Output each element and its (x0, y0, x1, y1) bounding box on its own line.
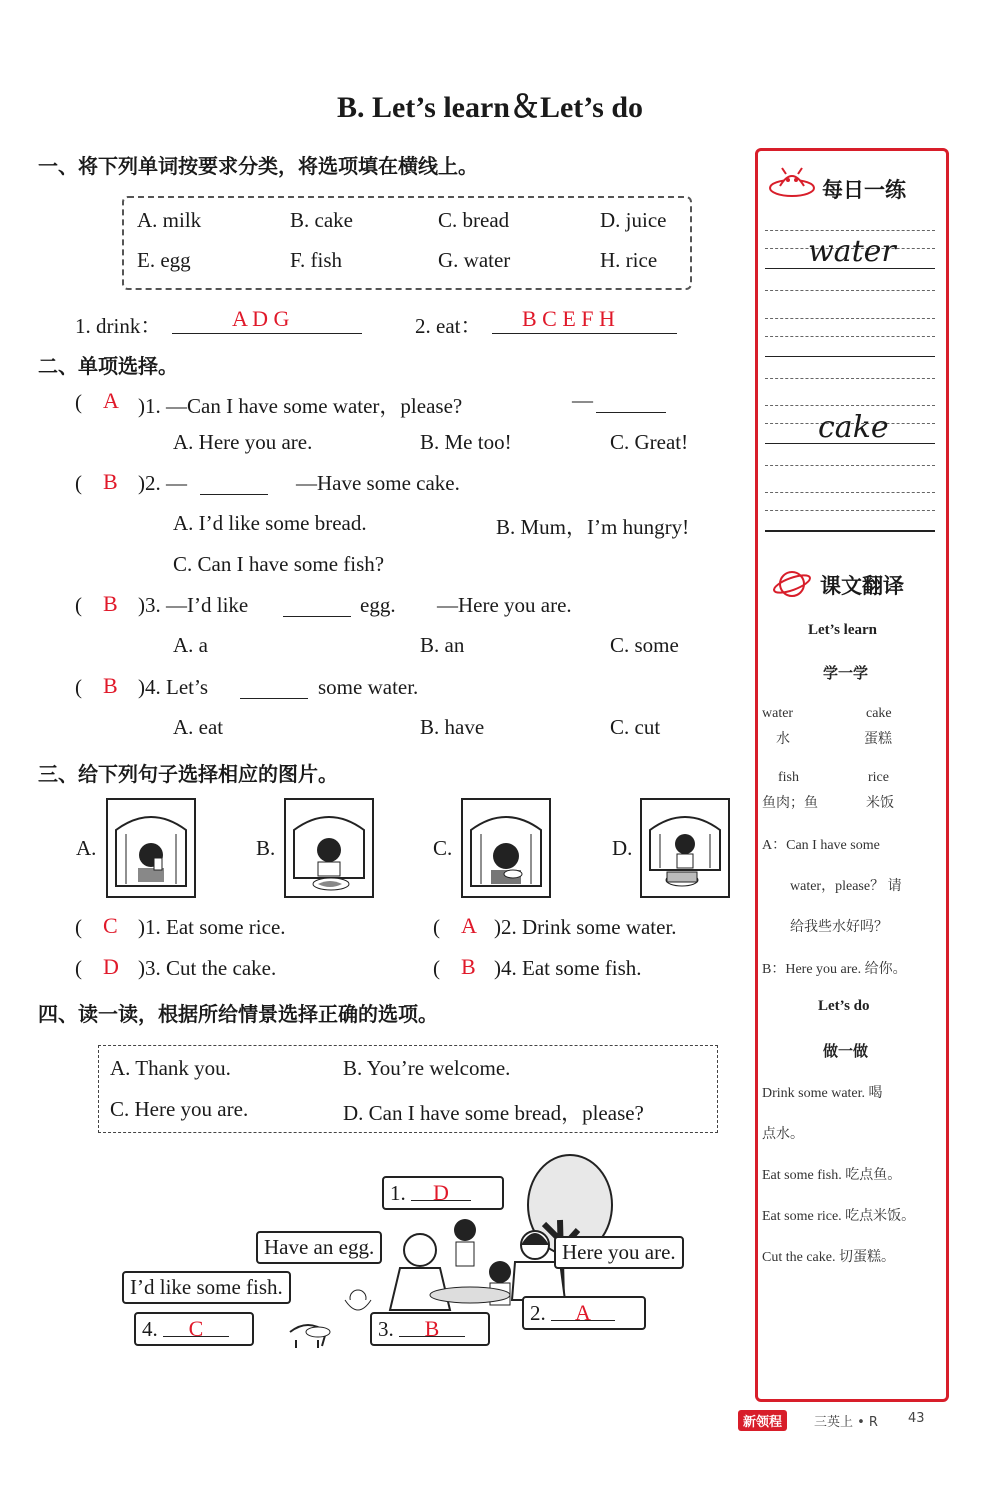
word-e: E. egg (137, 248, 191, 272)
paren-open: ( (433, 915, 440, 939)
page-title: B. Let’s learn＆Let’s do (336, 91, 644, 124)
ruled-line (765, 405, 935, 406)
handwriting-word2: cake (818, 410, 889, 445)
vocab-en: cake (866, 706, 892, 721)
do-line: Eat some fish. 吃点鱼。 (762, 1168, 902, 1183)
q2-label: 2. eat： (415, 314, 482, 338)
mc2-opt-a: A. I’d like some bread. (173, 511, 367, 535)
match3-answer: D (103, 954, 119, 979)
option-c: C. Here you are. (110, 1097, 249, 1121)
pic-label-d: D. (612, 836, 633, 860)
mc3-blank (283, 616, 351, 617)
option-a: A. Thank you. (110, 1056, 231, 1080)
mc4-opt-c: C. cut (610, 715, 661, 739)
vocab-en: water (762, 706, 794, 721)
section2-heading: 二、单项选择。 (38, 354, 178, 378)
match2-answer: A (461, 913, 477, 938)
daily-practice-title: 每日一练 (822, 178, 906, 202)
mc1-dash: — (572, 388, 593, 412)
match4-answer: B (461, 954, 476, 979)
mc1-answer: A (103, 388, 119, 413)
match3-text: )3. Cut the cake. (138, 956, 277, 980)
mc1-opt-b: B. Me too! (420, 430, 512, 454)
paren-open: ( (75, 956, 82, 980)
q1-label: 1. drink： (75, 314, 162, 338)
do-line: 点水。 (762, 1127, 804, 1142)
bubble3-answer: B (424, 1316, 440, 1341)
ruled-line (765, 230, 935, 231)
speech-bubble-here: Here you are. (554, 1236, 684, 1269)
mc2-opt-c: C. Can I have some fish? (173, 552, 385, 576)
pic-label-c: C. (433, 836, 453, 860)
paren-open: ( (75, 915, 82, 939)
speech-bubble-egg: Have an egg. (256, 1231, 382, 1264)
handwriting-word1: water (808, 234, 896, 269)
speech-bubble-4: 4. C (134, 1312, 254, 1346)
match1-text: )1. Eat some rice. (138, 915, 286, 939)
word-d: D. juice (600, 208, 667, 232)
mc3-opt-c: C. some (610, 633, 679, 657)
paren-open: ( (75, 390, 82, 414)
paren-open: ( (75, 675, 82, 699)
planet-icon (772, 566, 812, 607)
word-a: A. milk (137, 208, 202, 232)
mc4-opt-b: B. have (420, 715, 485, 739)
mc1-opt-a: A. Here you are. (173, 430, 313, 454)
paren-open: ( (433, 956, 440, 980)
mc4-opt-a: A. eat (173, 715, 224, 739)
section3-heading: 三、给下列句子选择相应的图片。 (38, 762, 338, 786)
speech-bubble-fish: I’d like some fish. (122, 1271, 291, 1304)
mc3-reply: —Here you are. (437, 593, 572, 617)
mc3-answer: B (103, 591, 118, 616)
learn-title: Let’s learn (808, 622, 878, 638)
pic-label-b: B. (256, 836, 276, 860)
mc1-blank (596, 412, 666, 413)
option-b: B. You’re welcome. (343, 1056, 511, 1080)
mc4-question: )4. Let’s (138, 675, 208, 699)
mc4-blank (240, 698, 308, 699)
speech-bubble-2: 2. A (522, 1296, 646, 1330)
ruled-line (765, 465, 935, 466)
option-d: D. Can I have some bread，please? (343, 1101, 644, 1125)
q2-line (492, 333, 677, 334)
ruled-line (765, 530, 935, 532)
ruled-line (765, 318, 935, 319)
match1-answer: C (103, 913, 118, 938)
vocab-cn: 鱼肉；鱼 (762, 796, 818, 811)
dialog-a-line2: water，please？ 请 (790, 879, 902, 894)
mc3-opt-a: A. a (173, 633, 208, 657)
mc4-answer: B (103, 673, 118, 698)
ruled-line (765, 356, 935, 357)
paren-open: ( (75, 593, 82, 617)
do-cn: 做一做 (823, 1042, 869, 1060)
do-title: Let’s do (818, 998, 870, 1014)
mc4-tail: some water. (318, 675, 419, 699)
mc2-question: )2. — (138, 471, 187, 495)
match4-text: )4. Eat some fish. (494, 956, 642, 980)
section1-heading: 一、将下列单词按要求分类，将选项填在横线上。 (38, 154, 478, 178)
do-line: Eat some rice. 吃点米饭。 (762, 1209, 916, 1224)
bubble4-answer: C (188, 1316, 204, 1341)
picture-a-drinking (106, 798, 196, 898)
mc3-question: )3. —I’d like (138, 593, 249, 617)
translation-title: 课文翻译 (820, 574, 904, 598)
do-line: Drink some water. 喝 (762, 1086, 883, 1101)
vocab-cn: 水 (776, 732, 790, 747)
word-f: F. fish (290, 248, 342, 272)
ruled-line (765, 336, 935, 337)
ruled-line (765, 492, 935, 493)
vocab-cn: 蛋糕 (864, 732, 892, 747)
brand-badge: 新领程 (738, 1410, 787, 1431)
picture-d-cake (640, 798, 730, 898)
dialog-a-line3: 给我些水好吗？ (790, 920, 888, 935)
ufo-icon (768, 166, 816, 207)
vocab-cn: 米饭 (866, 796, 894, 811)
ruled-line (765, 290, 935, 291)
match2-text: )2. Drink some water. (494, 915, 677, 939)
word-c: C. bread (438, 208, 510, 232)
section4-heading: 四、读一读，根据所给情景选择正确的选项。 (38, 1002, 438, 1026)
q1-line (172, 333, 362, 334)
mc1-question: )1. —Can I have some water，please? (138, 394, 463, 418)
word-b: B. cake (290, 208, 353, 232)
ruled-line (765, 378, 935, 379)
speech-bubble-3: 3. B (370, 1312, 490, 1346)
paren-open: ( (75, 471, 82, 495)
dialog-a-line1: A：Can I have some (762, 838, 880, 853)
vocab-en: fish (778, 770, 799, 785)
q2-answer: B C E F H (522, 306, 615, 331)
bubble2-answer: A (575, 1300, 591, 1325)
ruled-line (765, 510, 935, 511)
mc2-answer: B (103, 469, 118, 494)
speech-bubble-1: 1. D (382, 1176, 504, 1210)
q1-answer: A D G (232, 306, 290, 331)
picture-b-fish (284, 798, 374, 898)
page-number: 43 (908, 1411, 925, 1426)
mc3-tail: egg. (360, 593, 396, 617)
dialog-b: B：Here you are. 给你。 (762, 962, 907, 977)
vocab-en: rice (868, 770, 889, 785)
word-g: G. water (438, 248, 511, 272)
mc2-tail: —Have some cake. (296, 471, 460, 495)
learn-cn: 学一学 (823, 664, 869, 682)
footer-text: 三英上 • R (814, 1415, 878, 1430)
mc1-opt-c: C. Great! (610, 430, 689, 454)
bubble1-answer: D (433, 1180, 449, 1205)
word-h: H. rice (600, 248, 658, 272)
mc2-blank (200, 494, 268, 495)
pic-label-a: A. (76, 836, 97, 860)
mc2-opt-b: B. Mum，I’m hungry! (496, 515, 690, 539)
do-line: Cut the cake. 切蛋糕。 (762, 1250, 895, 1265)
mc3-opt-b: B. an (420, 633, 465, 657)
picture-c-rice (461, 798, 551, 898)
